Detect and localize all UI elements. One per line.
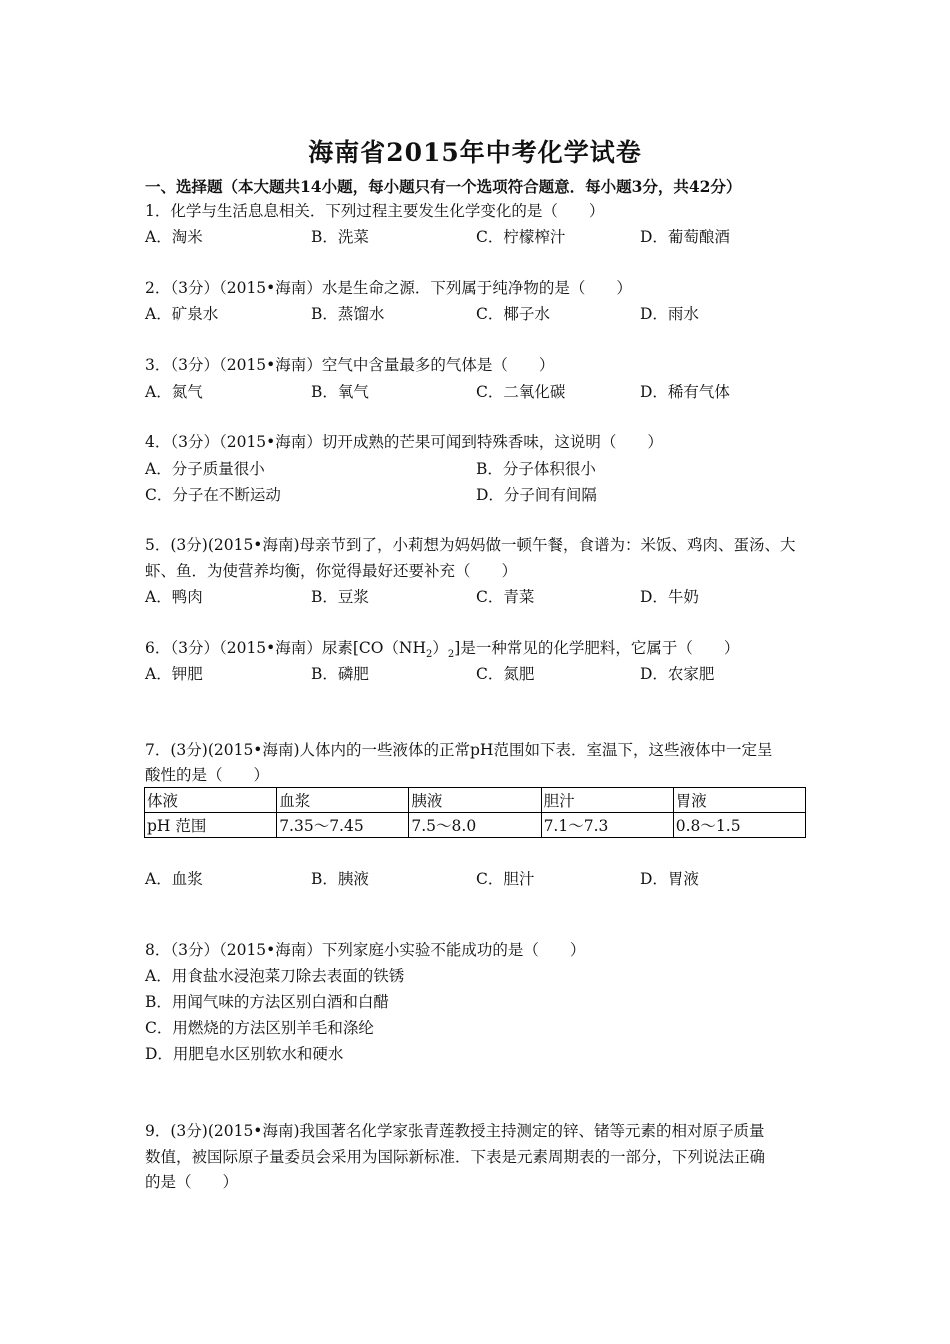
- question-4-option-d: D．分子间有间隔: [476, 486, 597, 504]
- question-2-option-d: D．雨水: [640, 305, 699, 323]
- question-6-stem-part: ）: [432, 639, 448, 657]
- question-1-option-a: A．淘米: [145, 228, 203, 246]
- question-3-option-b: B．氧气: [311, 383, 369, 401]
- subscript: 2: [426, 649, 433, 661]
- question-1-option-d: D．葡萄酿酒: [640, 228, 730, 246]
- question-6-stem-part: ]是一种常见的化学肥料，它属于（ ）: [454, 639, 740, 657]
- ph-table: [144, 787, 806, 838]
- question-7-option-c: C．胆汁: [476, 870, 535, 888]
- question-8-option-c: C．用燃烧的方法区别羊毛和涤纶: [145, 1019, 374, 1037]
- question-6-option-b: B．磷肥: [311, 665, 369, 683]
- question-6-option-c: C．氮肥: [476, 665, 535, 683]
- question-7-stem-line-1: 7．(3分)(2015•海南)人体内的一些液体的正常pH范围如下表．室温下，这些液体中一定呈: [145, 741, 773, 759]
- question-2-option-a: A．矿泉水: [145, 305, 219, 323]
- question-4-option-c: C．分子在不断运动: [145, 486, 281, 504]
- question-4-option-b: B．分子体积很小: [476, 460, 596, 478]
- question-1-stem: 1．化学与生活息息相关．下列过程主要发生化学变化的是（ ）: [145, 202, 605, 220]
- question-4-stem: 4．（3分）（2015•海南）切开成熟的芒果可闻到特殊香味，这说明（ ）: [145, 433, 663, 451]
- question-3-option-c: C．二氧化碳: [476, 383, 566, 401]
- question-9-stem-line-3: 的是（ ）: [145, 1173, 239, 1191]
- table-row: [145, 813, 806, 838]
- question-5-option-a: A．鸭肉: [145, 588, 203, 606]
- question-2-option-c: C．椰子水: [476, 305, 550, 323]
- question-8-option-a: A．用食盐水浸泡菜刀除去表面的铁锈: [145, 967, 405, 985]
- question-6-option-d: D．农家肥: [640, 665, 715, 683]
- table-cell: 胆汁: [541, 788, 673, 813]
- question-9-stem-line-2: 数值，被国际原子量委员会采用为国际新标准．下表是元素周期表的一部分，下列说法正确: [145, 1148, 766, 1166]
- question-1-option-b: B．洗菜: [311, 228, 369, 246]
- question-5-option-d: D．牛奶: [640, 588, 699, 606]
- table-cell: pH 范围: [145, 813, 277, 838]
- question-7-option-b: B．胰液: [311, 870, 369, 888]
- table-cell: 7.1～7.3: [541, 813, 673, 838]
- question-3-option-d: D．稀有气体: [640, 383, 730, 401]
- table-row: [145, 788, 806, 813]
- section-heading: 一、选择题（本大题共14小题，每小题只有一个选项符合题意．每小题3分，共42分）: [145, 177, 742, 196]
- question-1-option-c: C．柠檬榨汁: [476, 228, 566, 246]
- table-cell: 7.35～7.45: [277, 813, 409, 838]
- question-5-option-b: B．豆浆: [311, 588, 369, 606]
- table-cell: 胃液: [673, 788, 805, 813]
- question-8-option-b: B．用闻气味的方法区别白酒和白醋: [145, 993, 389, 1011]
- question-8-option-d: D．用肥皂水区别软水和硬水: [145, 1045, 344, 1063]
- question-2-stem: 2．（3分）（2015•海南）水是生命之源．下列属于纯净物的是（ ）: [145, 279, 632, 297]
- question-3-option-a: A．氮气: [145, 383, 203, 401]
- table-cell: 胰液: [409, 788, 541, 813]
- table-cell: 血浆: [277, 788, 409, 813]
- question-7-stem-line-2: 酸性的是（ ）: [145, 766, 270, 784]
- question-2-option-b: B．蒸馏水: [311, 305, 385, 323]
- exam-title: 海南省2015年中考化学试卷: [308, 138, 642, 167]
- question-6-stem-part: 6．（3分）（2015•海南）尿素[CO（NH: [145, 639, 427, 657]
- question-4-option-a: A．分子质量很小: [145, 460, 265, 478]
- question-8-stem: 8．（3分）（2015•海南）下列家庭小实验不能成功的是（ ）: [145, 941, 586, 959]
- table-cell: 7.5～8.0: [409, 813, 541, 838]
- question-9-stem-line-1: 9．(3分)(2015•海南)我国著名化学家张青莲教授主持测定的锌、锗等元素的相对原子质量: [145, 1122, 765, 1140]
- question-7-option-d: D．胃液: [640, 870, 699, 888]
- question-5-stem-line-2: 虾、鱼．为使营养均衡，你觉得最好还要补充（ ）: [145, 562, 518, 580]
- question-7-option-a: A．血浆: [145, 870, 203, 888]
- question-5-stem-line-1: 5．(3分)(2015•海南)母亲节到了，小莉想为妈妈做一顿午餐，食谱为：米饭、鸡肉、蛋汤、大: [145, 536, 796, 554]
- question-6-stem: [145, 638, 739, 665]
- question-3-stem: 3．（3分）（2015•海南）空气中含量最多的气体是（ ）: [145, 356, 555, 374]
- question-5-option-c: C．青菜: [476, 588, 535, 606]
- question-6-option-a: A．钾肥: [145, 665, 203, 683]
- table-cell: 体液: [145, 788, 277, 813]
- table-cell: 0.8～1.5: [673, 813, 805, 838]
- subscript: 2: [447, 649, 455, 661]
